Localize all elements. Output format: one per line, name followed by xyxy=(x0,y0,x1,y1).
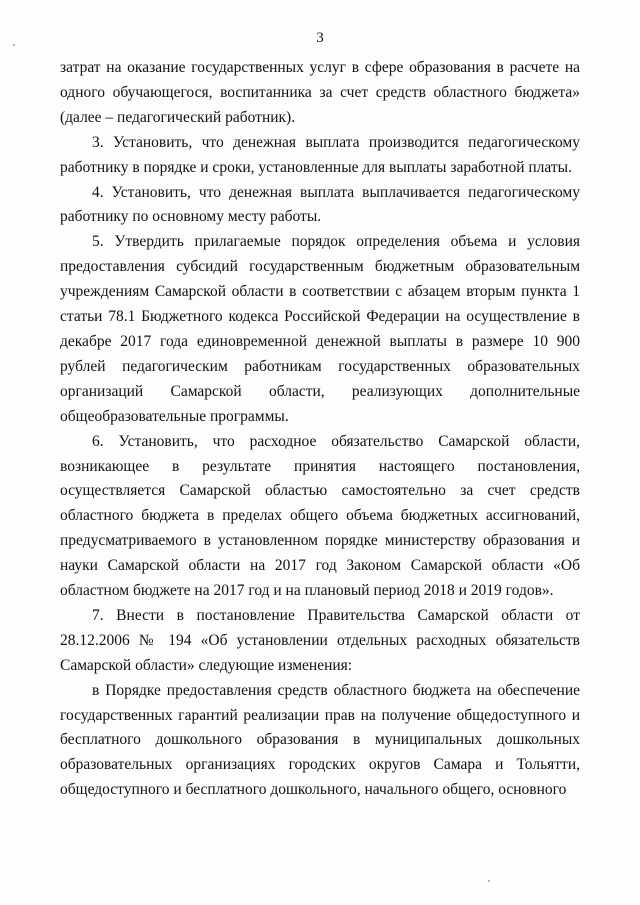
paragraph-item-3: 3. Установить, что денежная выплата производится педагогическому работнику в порядке и сроки, установленные для выплаты заработной платы. xyxy=(60,133,580,176)
scan-speck xyxy=(488,880,490,882)
paragraph-item-4: 4. Установить, что денежная выплата выплачивается педагогическому работнику по основному месту работы. xyxy=(60,183,580,226)
document-body xyxy=(60,56,580,803)
page-number: 3 xyxy=(316,30,324,46)
paragraph-item-7-amendment: в Порядке предоставления средств областного бюджета на обеспечение государственных гарантий реализации прав на получение общедоступного и бесплатного дошкольного образования в муниципальных дошкольных образовательных организациях городских округов Самара и Тольятти, общедоступного и бесплатного дошкольного, начального общего, основного xyxy=(60,681,580,799)
paragraph-item-6: 6. Установить, что расходное обязательство Самарской области, возникающее в результате принятия настоящего постановления, осуществляется Самарской областью самостоятельно за счет средств областного бюджета в пределах общего объема бюджетных ассигнований, предусматриваемого в установленном порядке министерству образования и науки Самарской области на 2017 год Законом Самарской области «Об областном бюджете на 2017 год и на плановый период 2018 и 2019 годов». xyxy=(60,432,580,600)
paragraph-item-7: 7. Внести в постановление Правительства Самарской области от 28.12.2006 № 194 «Об установлении отдельных расходных обязательств Самарской области» следующие изменения: xyxy=(60,606,580,674)
paragraph-item-5: 5. Утвердить прилагаемые порядок определения объема и условия предоставления субсидий государственным бюджетным образовательным учреждениям Самарской области в соответствии с абзацем вторым пункта 1 статьи 78.1 Бюджетного кодекса Российской Федерации на осуществление в декабре 2017 года единовременной денежной выплаты в размере 10 900 рублей педагогическим работникам государственных образовательных организаций Самарской области, реализующих дополнительные общеобразовательные программы. xyxy=(60,233,580,425)
paragraph-continuation: затрат на оказание государственных услуг в сфере образования в расчете на одного обучающегося, воспитанника за счет средств областного бюджета» (далее – педагогический работник). xyxy=(60,59,580,126)
